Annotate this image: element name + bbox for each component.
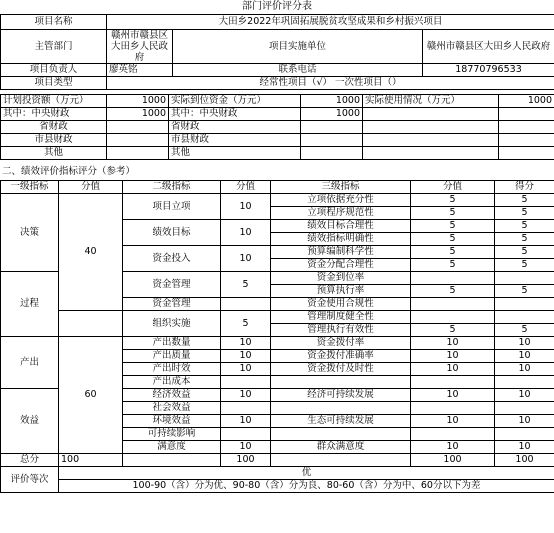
l3-score: 10 — [411, 389, 495, 402]
header-got: 得分 — [495, 181, 554, 194]
got-score — [495, 376, 554, 389]
l2-score: 5 — [221, 311, 271, 337]
got-score — [495, 311, 554, 324]
got-score: 5 — [495, 194, 554, 207]
l3-score: 5 — [411, 220, 495, 233]
leader-value: 廖英铭 — [107, 64, 173, 77]
l3-item: 资金拨付及时性 — [271, 363, 411, 376]
got-score: 10 — [495, 350, 554, 363]
got-score: 5 — [495, 246, 554, 259]
use-value: 1000 — [499, 95, 554, 108]
got-score: 10 — [495, 363, 554, 376]
l3-score — [411, 272, 495, 285]
l3-score — [411, 311, 495, 324]
l3-item: 经济可持续发展 — [271, 389, 411, 402]
l3-score: 5 — [411, 233, 495, 246]
plan-value: 1000 — [107, 95, 169, 108]
total-s2: 100 — [221, 454, 271, 467]
type-value: 经常性项目（√） 一次性项目（） — [107, 77, 554, 90]
group-process: 过程 — [1, 272, 59, 337]
l2-item: 产出时效 — [123, 363, 221, 376]
blank-s1 — [59, 311, 123, 337]
got-score: 5 — [495, 285, 554, 298]
header-s1: 分值 — [59, 181, 123, 194]
l3-score: 5 — [411, 285, 495, 298]
l3-score: 10 — [411, 415, 495, 428]
l2-item: 产出数量 — [123, 337, 221, 350]
leader-label: 项目负责人 — [1, 64, 107, 77]
got-score — [495, 402, 554, 415]
header-l3: 三级指标 — [271, 181, 411, 194]
l3-score — [411, 298, 495, 311]
got-score — [495, 272, 554, 285]
central2-value: 1000 — [301, 108, 363, 121]
l2-item: 产出质量 — [123, 350, 221, 363]
l2-item: 经济效益 — [123, 389, 221, 402]
group-decision: 决策 — [1, 194, 59, 272]
funding-table — [0, 94, 554, 160]
got-score — [495, 298, 554, 311]
dept-label: 主管部门 — [1, 30, 107, 64]
l2-score: 10 — [221, 389, 271, 402]
got-score: 5 — [495, 259, 554, 272]
central-label: 其中：中央财政 — [1, 108, 107, 121]
l3-score: 5 — [411, 259, 495, 272]
score-table — [0, 180, 554, 493]
l2-perf-goal: 绩效目标 — [123, 220, 221, 246]
l2-score: 10 — [221, 350, 271, 363]
grade-note: 100-90（含）分为优、90-80（含）分为良、80-60（含）分为中、60分以下为差 — [59, 480, 554, 493]
l3-item: 资金使用合规性 — [271, 298, 411, 311]
prov-label: 省财政 — [1, 121, 107, 134]
other2-label: 其他 — [169, 147, 301, 160]
impl-unit-label: 项目实施单位 — [173, 30, 423, 64]
l3-item — [271, 402, 411, 415]
section2-heading: 二、绩效评价指标评分（参考） — [2, 166, 136, 177]
l2-score: 10 — [221, 194, 271, 220]
l2-org-impl: 组织实施 — [123, 311, 221, 337]
l2-item: 社会效益 — [123, 402, 221, 415]
l3-item: 预算执行率 — [271, 285, 411, 298]
l3-score — [411, 376, 495, 389]
l2-score: 10 — [221, 337, 271, 350]
l2-score: 5 — [221, 272, 271, 298]
l3-score: 5 — [411, 207, 495, 220]
l3-score — [411, 402, 495, 415]
header-l1: 一级指标 — [1, 181, 59, 194]
l3-item: 资金拨付准确率 — [271, 350, 411, 363]
sheet-title: 部门评价评分表 — [242, 1, 312, 12]
l3-item: 管理执行有效性 — [271, 324, 411, 337]
l2-project-approval: 项目立项 — [123, 194, 221, 220]
total-s1: 100 — [59, 454, 123, 467]
l2-score: 10 — [221, 363, 271, 376]
l3-score: 10 — [411, 350, 495, 363]
group-output-effect-score: 60 — [59, 337, 123, 454]
got-score: 10 — [495, 441, 554, 454]
use-label: 实际使用情况（万元） — [363, 95, 499, 108]
l3-item: 资金到位率 — [271, 272, 411, 285]
l3-score — [411, 428, 495, 441]
project-name-label: 项目名称 — [1, 15, 107, 30]
phone-label: 联系电话 — [173, 64, 423, 77]
central-value: 1000 — [107, 108, 169, 121]
dept-value: 赣州市赣县区大田乡人民政府 — [107, 30, 173, 64]
phone-value: 18770796533 — [423, 64, 554, 77]
l2-item: 可持续影响 — [123, 428, 221, 441]
l3-score: 10 — [411, 363, 495, 376]
l3-score: 5 — [411, 246, 495, 259]
l3-item: 群众满意度 — [271, 441, 411, 454]
actual-label: 实际到位资金（万元） — [169, 95, 301, 108]
l3-item — [271, 376, 411, 389]
l3-item: 立项程序规范性 — [271, 207, 411, 220]
l3-score: 5 — [411, 194, 495, 207]
l3-item: 资金拨付率 — [271, 337, 411, 350]
l2-score — [221, 402, 271, 415]
l2-item: 满意度 — [123, 441, 221, 454]
l2-item: 环境效益 — [123, 415, 221, 428]
total-got: 100 — [495, 454, 554, 467]
got-score: 10 — [495, 337, 554, 350]
l3-item — [271, 428, 411, 441]
type-label: 项目类型 — [1, 77, 107, 90]
l2-score — [221, 376, 271, 389]
city2-label: 市县财政 — [169, 134, 301, 147]
l2-score — [221, 428, 271, 441]
l3-item: 管理制度健全性 — [271, 311, 411, 324]
l2-score: 10 — [221, 220, 271, 246]
l2-fund-mgmt: 资金管理 — [123, 272, 221, 298]
impl-unit-value: 赣州市赣县区大田乡人民政府 — [423, 30, 554, 64]
l2-score — [221, 298, 271, 311]
total-label: 总分 — [1, 454, 59, 467]
project-info-table — [0, 14, 554, 90]
central2-label: 其中：中央财政 — [169, 108, 301, 121]
header-l2: 二级指标 — [123, 181, 221, 194]
l2-score: 10 — [221, 415, 271, 428]
l3-item: 预算编制科学性 — [271, 246, 411, 259]
group-output: 产出 — [1, 337, 59, 389]
header-s3: 分值 — [411, 181, 495, 194]
group-effect: 效益 — [1, 389, 59, 454]
l3-score: 10 — [411, 441, 495, 454]
got-score: 10 — [495, 415, 554, 428]
l2-score: 10 — [221, 441, 271, 454]
actual-value: 1000 — [301, 95, 363, 108]
got-score — [495, 428, 554, 441]
l3-item: 生态可持续发展 — [271, 415, 411, 428]
l3-score: 10 — [411, 337, 495, 350]
got-score: 5 — [495, 207, 554, 220]
got-score: 5 — [495, 220, 554, 233]
l3-item: 资金分配合理性 — [271, 259, 411, 272]
l3-item: 立项依据充分性 — [271, 194, 411, 207]
l2-item: 产出成本 — [123, 376, 221, 389]
l3-item: 绩效指标明确性 — [271, 233, 411, 246]
project-name-value: 大田乡2022年巩固拓展脱贫攻坚成果和乡村振兴项目 — [107, 15, 554, 30]
l2-fund-input: 资金投入 — [123, 246, 221, 272]
l3-score: 5 — [411, 324, 495, 337]
total-s3: 100 — [411, 454, 495, 467]
got-score: 5 — [495, 324, 554, 337]
header-s2: 分值 — [221, 181, 271, 194]
plan-label: 计划投资额（万元） — [1, 95, 107, 108]
city-label: 市县财政 — [1, 134, 107, 147]
l3-item: 绩效目标合理性 — [271, 220, 411, 233]
prov2-label: 省财政 — [169, 121, 301, 134]
other-label: 其他 — [1, 147, 107, 160]
l2-score: 10 — [221, 246, 271, 272]
grade-value: 优 — [59, 467, 554, 480]
l2-fund-mgmt-2: 资金管理 — [123, 298, 221, 311]
group-decision-process-score: 40 — [59, 194, 123, 311]
grade-label: 评价等次 — [1, 467, 59, 493]
got-score: 5 — [495, 233, 554, 246]
got-score: 10 — [495, 389, 554, 402]
